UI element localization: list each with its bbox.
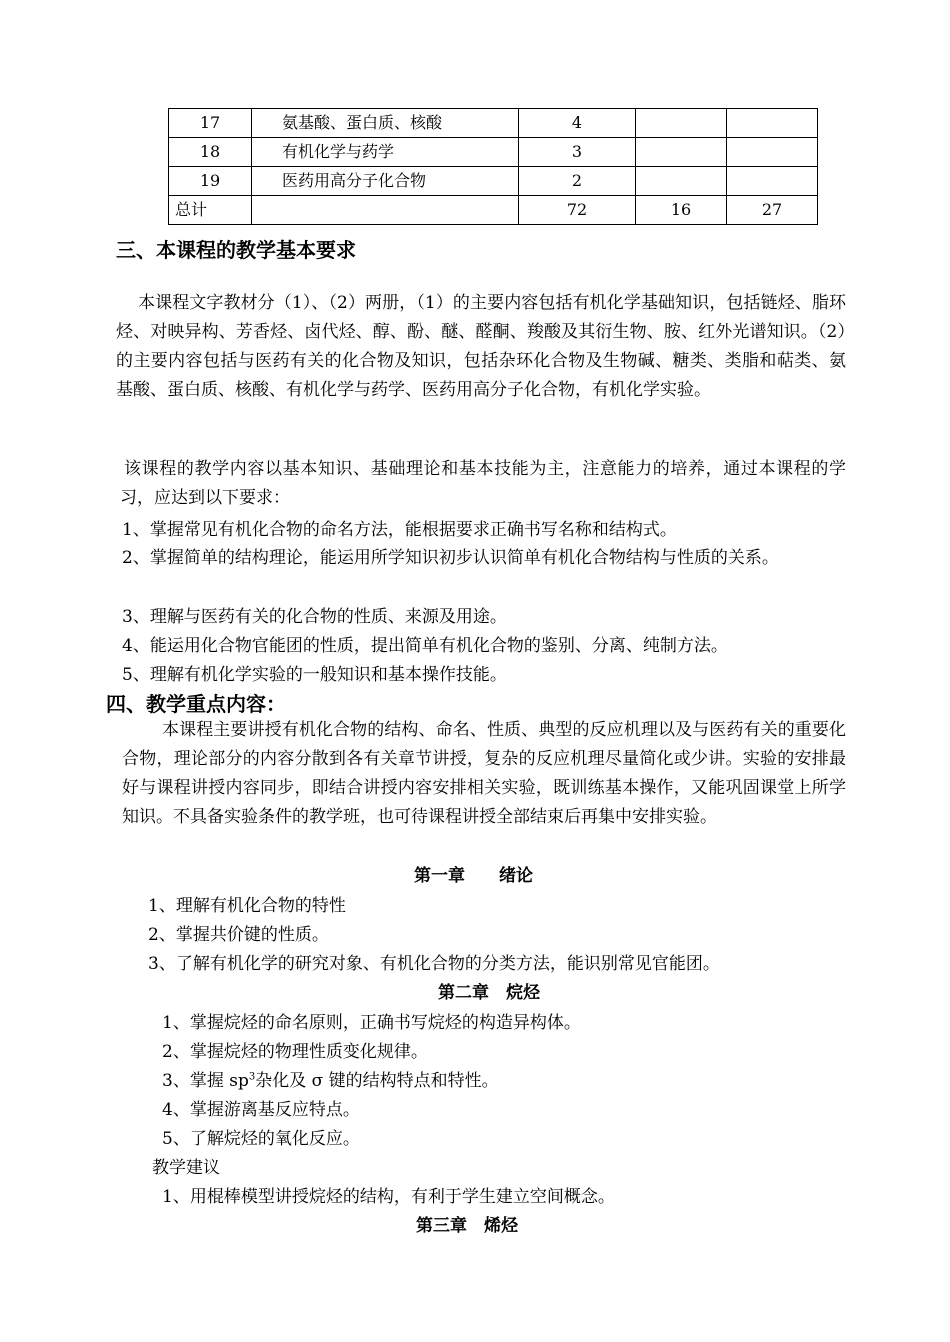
chapter-2-item: 4、掌握游离基反应特点。 bbox=[162, 1100, 360, 1120]
row-number: 17 bbox=[169, 109, 252, 138]
row-hours: 3 bbox=[519, 138, 636, 167]
table-row bbox=[169, 109, 818, 138]
chapter-1-title: 第一章 绪论 bbox=[414, 866, 533, 886]
chapter-2-item: 5、了解烷烃的氧化反应。 bbox=[162, 1129, 360, 1149]
item-text: 3、掌握 sp bbox=[162, 1071, 249, 1091]
teaching-suggestion-item: 1、用棍棒模型讲授烷烃的结构，有利于学生建立空间概念。 bbox=[162, 1187, 615, 1207]
row-number: 18 bbox=[169, 138, 252, 167]
row-experiment-hours bbox=[636, 138, 727, 167]
row-topic: 氨基酸、蛋白质、核酸 bbox=[252, 109, 519, 138]
total-hours: 72 bbox=[519, 196, 636, 225]
requirement-item: 1、掌握常见有机化合物的命名方法，能根据要求正确书写名称和结构式。 bbox=[122, 520, 677, 540]
section-3-paragraph-2: 该课程的教学内容以基本知识、基础理论和基本技能为主，注意能力的培养，通过本课程的学习，应达到以下要求： bbox=[120, 459, 846, 508]
superscript: 3 bbox=[248, 1071, 256, 1083]
chapter-2-item: 2、掌握烷烃的物理性质变化规律。 bbox=[162, 1042, 428, 1062]
row-extra-hours bbox=[727, 138, 818, 167]
teaching-suggestion-label: 教学建议 bbox=[152, 1158, 220, 1178]
requirement-item: 2、掌握简单的结构理论，能运用所学知识初步认识简单有机化合物结构与性质的关系。 bbox=[122, 548, 779, 568]
total-label: 总计 bbox=[169, 196, 252, 225]
chapter-1-item: 1、理解有机化合物的特性 bbox=[148, 896, 346, 916]
total-experiment-hours: 16 bbox=[636, 196, 727, 225]
row-hours: 4 bbox=[519, 109, 636, 138]
table-row bbox=[169, 138, 818, 167]
chapter-1-item: 2、掌握共价键的性质。 bbox=[148, 925, 329, 945]
row-experiment-hours bbox=[636, 167, 727, 196]
section-3-heading: 三、本课程的教学基本要求 bbox=[116, 238, 356, 262]
total-extra-hours: 27 bbox=[727, 196, 818, 225]
requirement-item: 5、理解有机化学实验的一般知识和基本操作技能。 bbox=[122, 665, 507, 685]
row-number: 19 bbox=[169, 167, 252, 196]
chapter-2-item: 1、掌握烷烃的命名原则，正确书写烷烃的构造异构体。 bbox=[162, 1013, 581, 1033]
row-extra-hours bbox=[727, 167, 818, 196]
total-topic bbox=[252, 196, 519, 225]
table-total-row bbox=[169, 196, 818, 225]
chapter-3-title: 第三章 烯烃 bbox=[416, 1216, 518, 1236]
chapter-2-item bbox=[162, 1066, 499, 1091]
requirement-item: 3、理解与医药有关的化合物的性质、来源及用途。 bbox=[122, 607, 507, 627]
row-topic: 有机化学与药学 bbox=[252, 138, 519, 167]
requirement-item: 4、能运用化合物官能团的性质，提出简单有机化合物的鉴别、分离、纯制方法。 bbox=[122, 636, 728, 656]
item-text: 杂化及 σ 键的结构特点和特性。 bbox=[255, 1071, 499, 1091]
course-hours-table bbox=[168, 108, 818, 225]
section-3-paragraph-1: 本课程文字教材分（1）、（2）两册，（1）的主要内容包括有机化学基础知识，包括链烃、脂环烃、对映异构、芳香烃、卤代烃、醇、酚、醚、醛酮、羧酸及其衍生物、胺、红外光谱知识。（2）的主要内容包括与医药有关的化合物及知识，包括杂环化合物及生物碱、糖类、类脂和萜类、氨基酸、蛋白质、核酸、有机化学与药学、医药用高分子化合物，有机化学实验。 bbox=[116, 293, 846, 400]
row-topic: 医药用高分子化合物 bbox=[252, 167, 519, 196]
chapter-2-title: 第二章 烷烃 bbox=[438, 983, 540, 1003]
table-row bbox=[169, 167, 818, 196]
section-4-paragraph: 本课程主要讲授有机化合物的结构、命名、性质、典型的反应机理以及与医药有关的重要化合物，理论部分的内容分散到各有关章节讲授，复杂的反应机理尽量简化或少讲。实验的安排最好与课程讲授内容同步，即结合讲授内容安排相关实验，既训练基本操作，又能巩固课堂上所学知识。不具备实验条件的教学班，也可待课程讲授全部结束后再集中安排实验。 bbox=[122, 720, 846, 827]
row-experiment-hours bbox=[636, 109, 727, 138]
chapter-1-item: 3、了解有机化学的研究对象、有机化合物的分类方法，能识别常见官能团。 bbox=[148, 954, 720, 974]
row-extra-hours bbox=[727, 109, 818, 138]
row-hours: 2 bbox=[519, 167, 636, 196]
section-4-heading: 四、教学重点内容： bbox=[106, 692, 286, 716]
